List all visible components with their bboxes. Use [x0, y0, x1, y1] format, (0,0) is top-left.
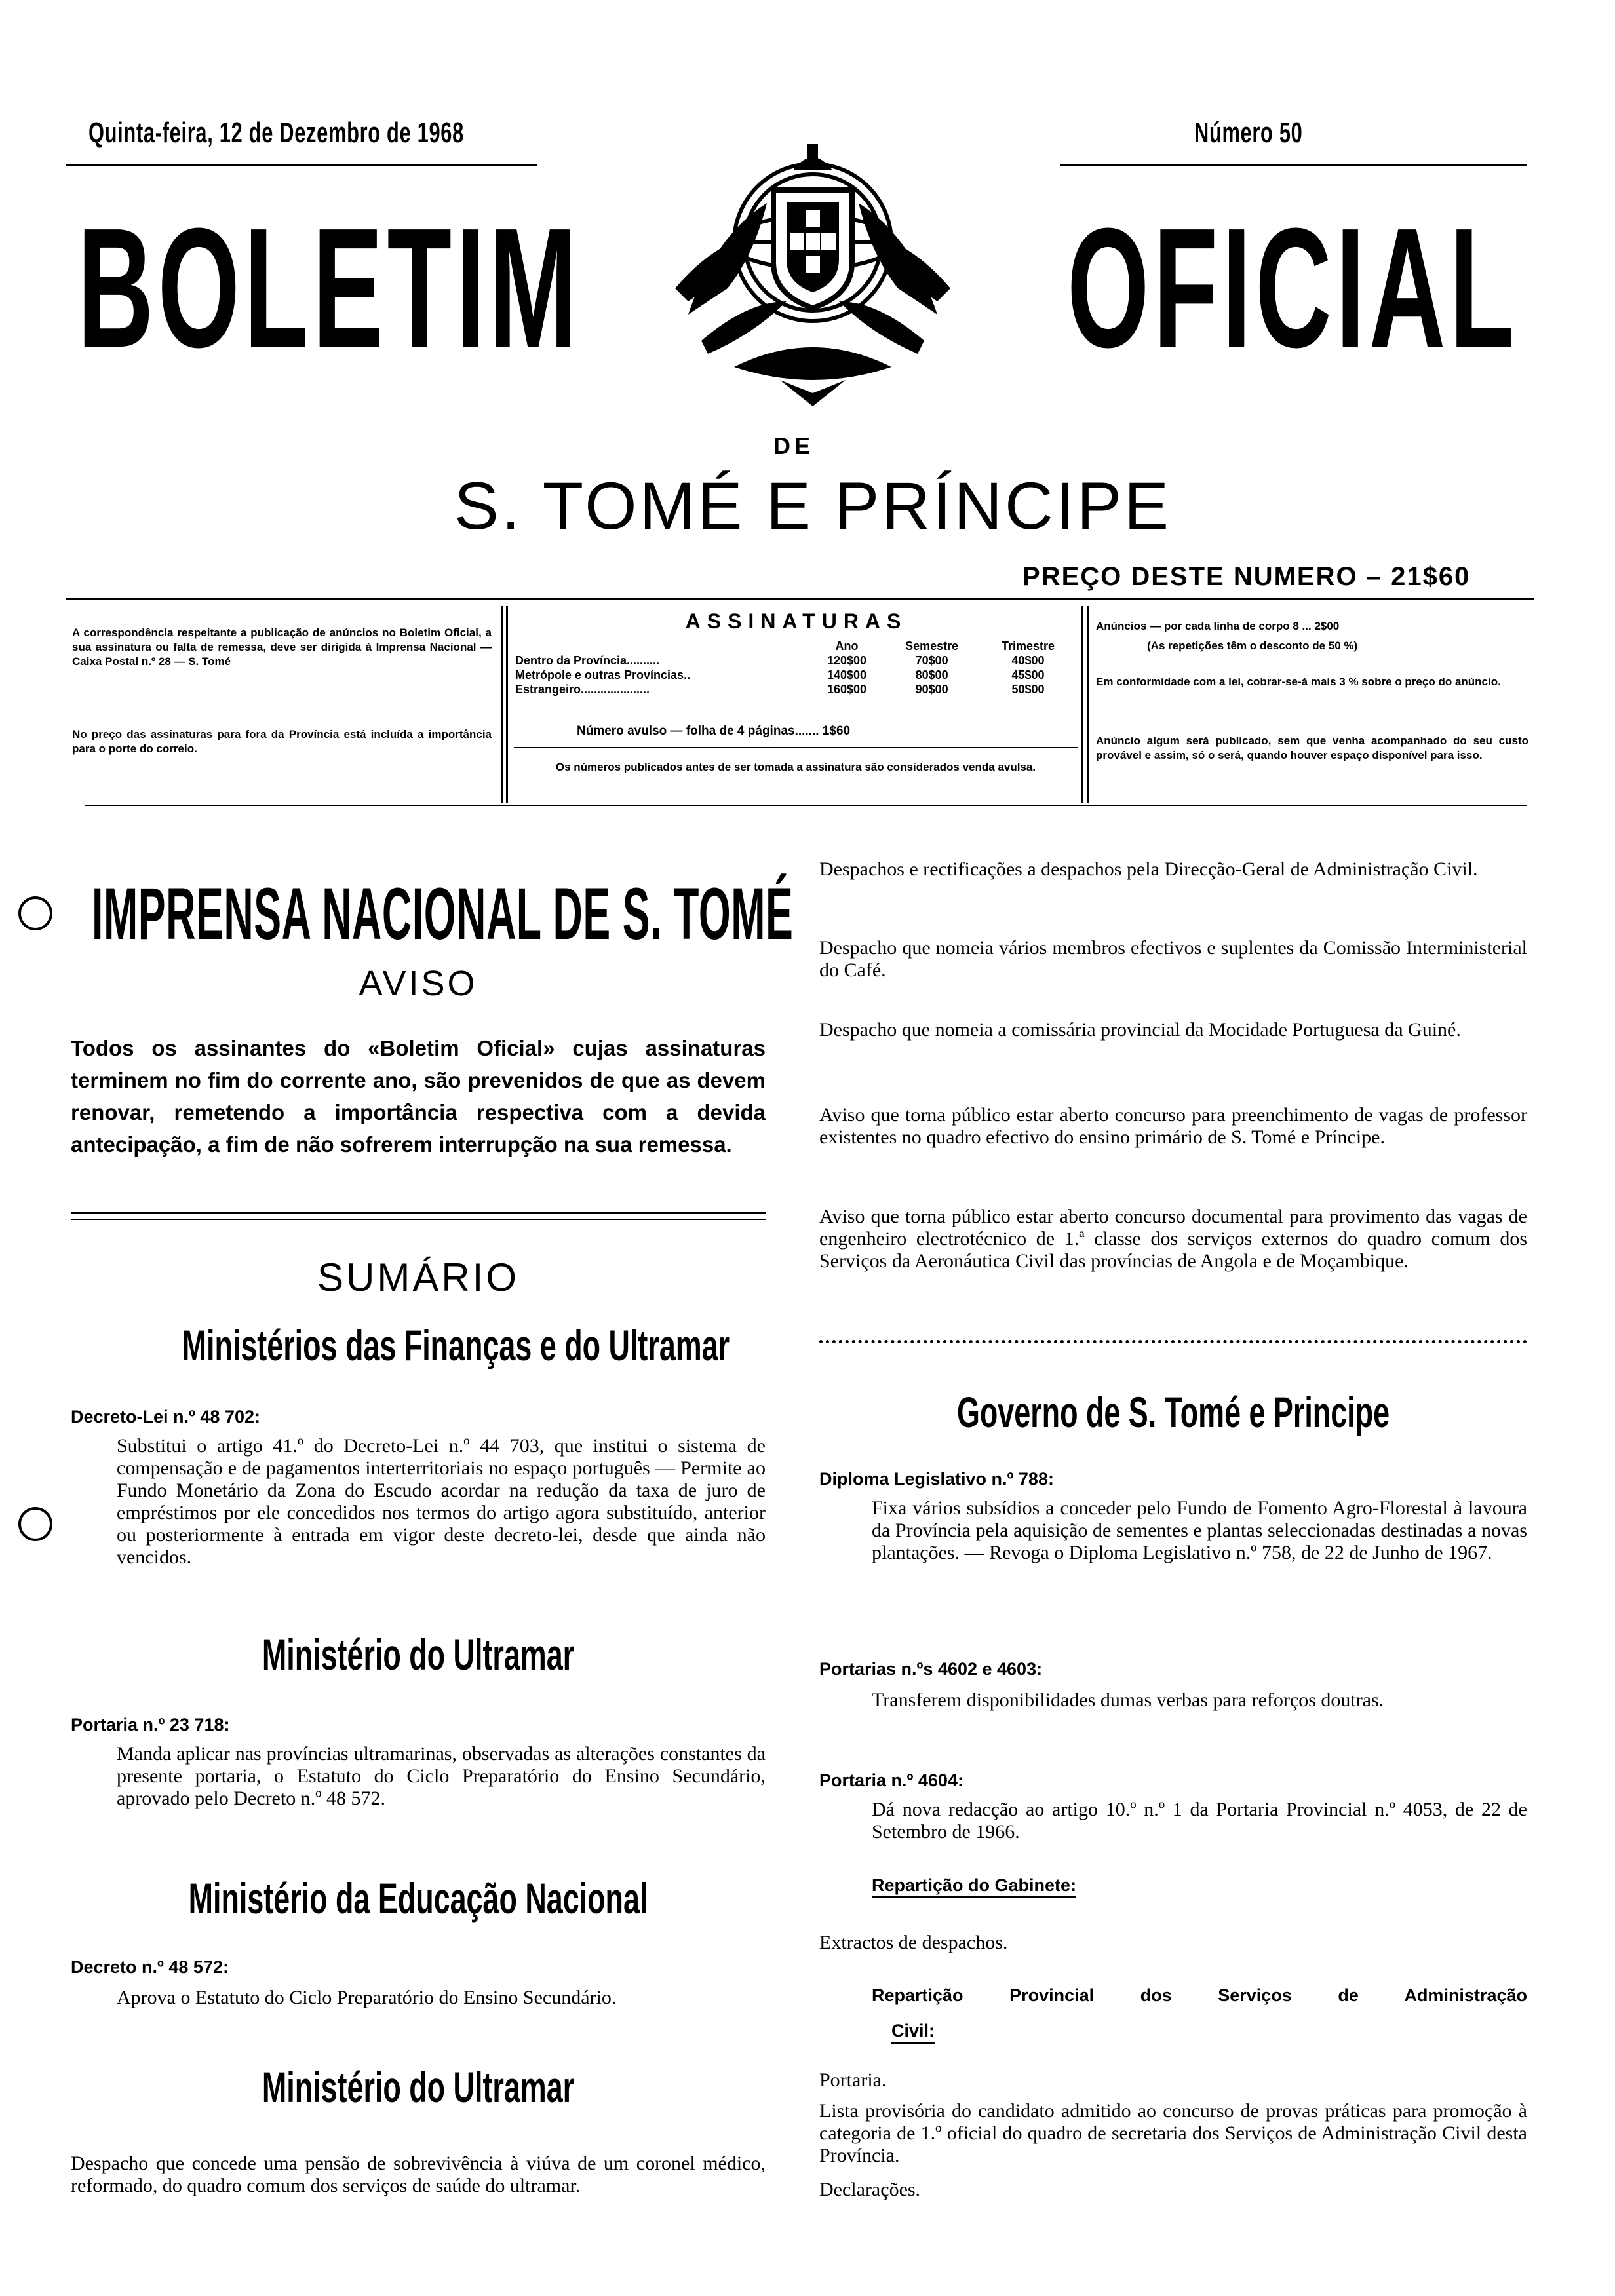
- ads-price: Anúncios — por cada linha de corpo 8 ... 2$00: [1096, 620, 1340, 632]
- ads-tax-note: Em conformidade com a lei, cobrar-se-á mais 3 % sobre o preço do anúncio.: [1096, 676, 1501, 688]
- repartition-heading-cont: Civil:: [891, 2019, 935, 2044]
- ads-payment-note: Anúncio algum será publicado, sem que venha acompanhado do seu custo provável e assim, só o será, quando houver espaço disponível para isso.: [1096, 735, 1528, 761]
- entry-text: Declarações.: [819, 2179, 921, 2200]
- postage-note: No preço das assinaturas para fora da Província está incluída a importância para o porte do correio.: [72, 728, 492, 755]
- list-item: Aviso que torna público estar aberto concurso para preenchimento de vagas de professor existentes no quadro efectivo do ensino primário de S. Tomé e Príncipe.: [819, 1104, 1527, 1148]
- repartition-heading: Repartição Provincial dos Serviços de Administração: [872, 1985, 1527, 2005]
- entry-heading: Portaria n.º 4604:: [819, 1770, 963, 1790]
- table-cell: 40$00: [1011, 654, 1045, 667]
- list-item: Despachos e rectificações a despachos pela Direcção-Geral de Administração Civil.: [819, 858, 1478, 880]
- issue-price: PREÇO DESTE NUMERO – 21$60: [1022, 562, 1471, 591]
- entry-text: Lista provisória do candidato admitido ao concurso de provas práticas para promoção à categoria de 1.º oficial do quadro de secretaria dos Serviços de Administração Civil desta Província.: [819, 2100, 1527, 2166]
- masthead-left: BOLETIM: [77, 193, 581, 383]
- entry-text: Portaria.: [819, 2069, 887, 2091]
- binding-hole-icon: [18, 1507, 52, 1541]
- masthead-right: OFICIAL: [1067, 193, 1519, 383]
- table-cell: Dentro da Província..........: [515, 654, 660, 667]
- table-cell: 120$00: [827, 654, 867, 667]
- table-cell: Estrangeiro.....................: [515, 683, 650, 696]
- correspondence-note: A correspondência respeitante a publicação de anúncios no Boletim Oficial, a sua assinatura ou falta de remessa, deve ser dirigida à Imprensa Nacional — Caixa Postal n.º 28 — S. Tomé: [72, 626, 492, 668]
- table-header-cell: Ano: [835, 640, 859, 653]
- table-cell: 45$00: [1011, 668, 1045, 681]
- list-item: Aviso que torna público estar aberto concurso documental para provimento das vagas de engenheiro electrotécnico de 1.ª classe dos serviços externos do quadro comum dos Serviços da Aeronáutica Civil das províncias de Angola e de Moçambique.: [819, 1206, 1527, 1272]
- table-cell: Metrópole e outras Províncias..: [515, 668, 691, 681]
- entry-text: Manda aplicar nas províncias ultramarinas, observadas as alterações constantes da presente portaria, o Estatuto do Ciclo Preparatório do Ensino Secundário, aprovado pelo Decreto n.º 48 572.: [117, 1743, 766, 1809]
- entry-heading: Portarias n.ºs 4602 e 4603:: [819, 1659, 1043, 1679]
- table-header-cell: Semestre: [905, 640, 959, 653]
- sumario-title: SUMÁRIO: [317, 1255, 520, 1299]
- table-row: [513, 668, 1076, 682]
- aviso-text: Todos os assinantes do «Boletim Oficial» cujas assinaturas terminem no fim do corrente ano, são prevenidos de que as devem renovar, remetendo a importância respectiva com a devida antecipação, a fim de não sofrerem interrupção na sua remessa.: [71, 1036, 766, 1157]
- aviso-subheading: AVISO: [359, 964, 478, 1003]
- table-cell: 160$00: [827, 683, 867, 696]
- list-item: Despacho que nomeia vários membros efectivos e suplentes da Comissão Interministerial do Café.: [819, 937, 1527, 981]
- entry-heading: Portaria n.º 23 718:: [71, 1715, 230, 1734]
- subscriptions-title: ASSINATURAS: [685, 609, 908, 633]
- table-cell: 50$00: [1011, 683, 1045, 696]
- table-cell: 140$00: [827, 668, 867, 681]
- issue-number: Número 50: [1194, 117, 1303, 149]
- table-row: [513, 653, 1076, 668]
- entry-heading: Diploma Legislativo n.º 788:: [819, 1469, 1054, 1489]
- section-title-ultramar-2: Ministério do Ultramar: [262, 2063, 575, 2111]
- section-title-financas: Ministérios das Finanças e do Ultramar: [182, 1321, 730, 1369]
- aviso-heading: IMPRENSA NACIONAL DE S. TOMÉ: [92, 873, 794, 955]
- ads-discount: (As repetições têm o desconto de 50 %): [1147, 640, 1358, 652]
- table-header-row: [513, 639, 1076, 653]
- section-title-governo: Governo de S. Tomé e Principe: [956, 1388, 1390, 1436]
- single-issue-price: Número avulso — folha de 4 páginas....... 1$60: [577, 724, 851, 738]
- table-row: [513, 682, 1076, 697]
- table-cell: 80$00: [915, 668, 948, 681]
- section-title-ultramar: Ministério do Ultramar: [262, 1630, 575, 1679]
- section-title-educacao: Ministério da Educação Nacional: [188, 1874, 648, 1923]
- table-cell: 70$00: [915, 654, 948, 667]
- entry-text: Transferem disponibilidades dumas verbas para reforços doutras.: [872, 1689, 1384, 1711]
- repartition-heading: Repartição do Gabinete:: [872, 1874, 1076, 1898]
- table-cell: 90$00: [915, 683, 948, 696]
- entry-heading: Decreto n.º 48 572:: [71, 1957, 229, 1977]
- subscription-note: Os números publicados antes de ser tomada a assinatura são considerados venda avulsa.: [555, 761, 1036, 773]
- entry-text: Dá nova redacção ao artigo 10.º n.º 1 da Portaria Provincial n.º 4053, de 22 de Setembro de 1966.: [872, 1799, 1527, 1843]
- entry-text: Substitui o artigo 41.º do Decreto-Lei n.º 44 703, que institui o sistema de compensação e de pagamentos interterritoriais no espaço português — Permite ao Fundo Monetário da Zona do Escudo acordar na redução da taxa de juro de empréstimos por ele concedidos nos termos do artigo agora substituído, anterior ou posteriormente à entrada em vigor deste decreto-lei, desde que ainda não vencidos.: [117, 1435, 766, 1568]
- binding-hole-icon: [18, 896, 52, 930]
- ornamental-divider: [819, 1340, 1527, 1343]
- coat-of-arms-emblem: [662, 118, 963, 419]
- province-title: S. TOMÉ E PRÍNCIPE: [454, 469, 1172, 543]
- subscriptions-table: [513, 639, 1076, 697]
- entry-heading: Decreto-Lei n.º 48 702:: [71, 1407, 260, 1426]
- entry-text: Fixa vários subsídios a conceder pelo Fundo de Fomento Agro-Florestal à lavoura da Província pela aquisição de sementes e plantas seleccionadas destinadas a novas plantações. — Revoga o Diploma Legislativo n.º 758, de 22 de Junho de 1967.: [872, 1497, 1527, 1563]
- list-item: Despacho que nomeia a comissária provincial da Mocidade Portuguesa da Guiné.: [819, 1019, 1461, 1041]
- issue-date: Quinta-feira, 12 de Dezembro de 1968: [88, 117, 464, 149]
- table-header-cell: Trimestre: [1002, 640, 1055, 653]
- entry-text: Despacho que concede uma pensão de sobrevivência à viúva de um coronel médico, reformado, do quadro comum dos serviços de saúde do ultramar.: [71, 2152, 766, 2196]
- entry-text: Aprova o Estatuto do Ciclo Preparatório do Ensino Secundário.: [117, 1987, 617, 2008]
- table-header-cell: [513, 639, 810, 653]
- de-label: DE: [773, 432, 815, 459]
- entry-text: Extractos de despachos.: [819, 1932, 1008, 1953]
